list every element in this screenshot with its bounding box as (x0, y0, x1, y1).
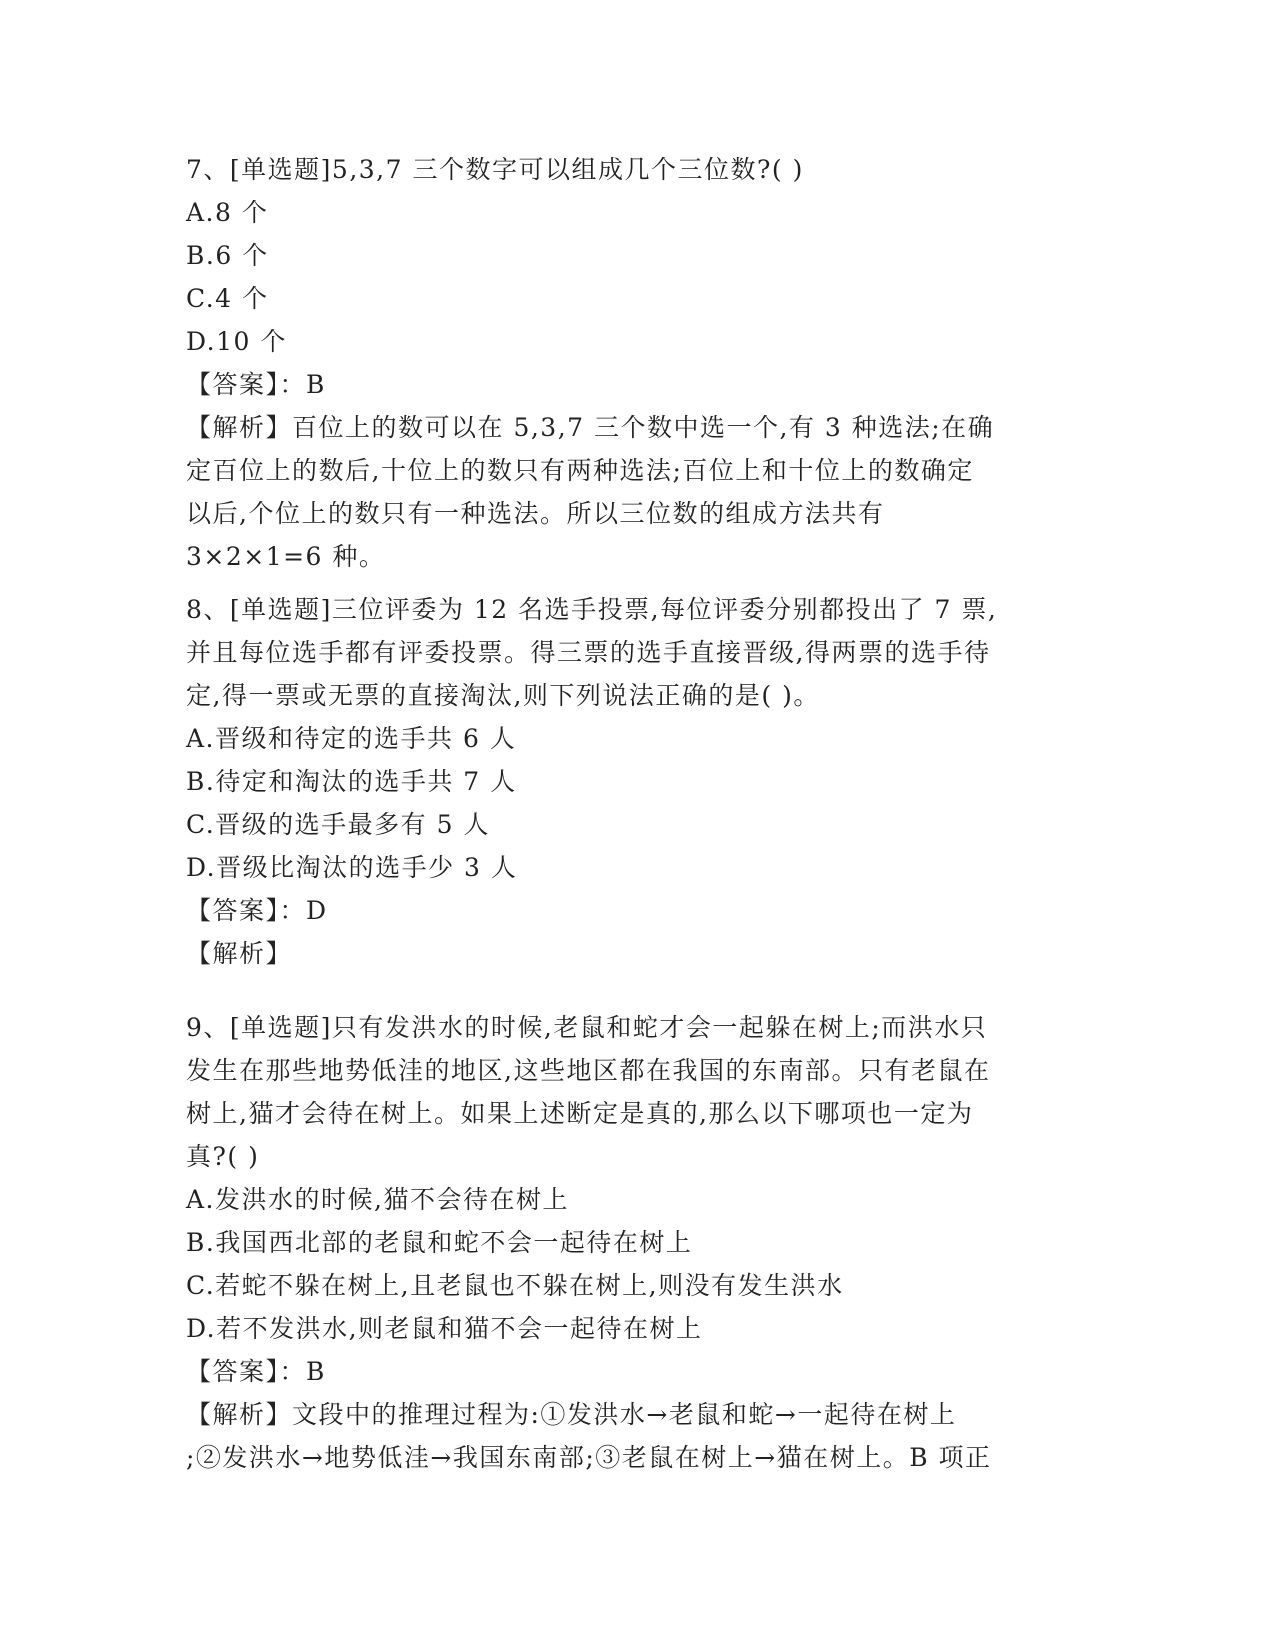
option-a: A.发洪水的时候,猫不会待在树上 (186, 1185, 569, 1214)
option-a: A.晋级和待定的选手共 6 人 (186, 724, 517, 753)
analysis-line: 【解析】百位上的数可以在 5,3,7 三个数中选一个,有 3 种选法;在确 (186, 413, 995, 442)
question-stem: 发生在那些地势低洼的地区,这些地区都在我国的东南部。只有老鼠在 (186, 1056, 991, 1085)
question-9 (186, 1006, 1086, 1479)
option-c: C.4 个 (186, 284, 269, 313)
question-8 (186, 588, 1086, 975)
option-b: B.6 个 (186, 241, 269, 270)
answer: 【答案】：B (186, 1357, 326, 1386)
question-stem: 7、[单选题]5,3,7 三个数字可以组成几个三位数?( ) (186, 155, 804, 184)
option-c: C.晋级的选手最多有 5 人 (186, 810, 490, 839)
option-b: B.待定和淘汰的选手共 7 人 (186, 767, 517, 796)
option-a: A.8 个 (186, 198, 269, 227)
option-b: B.我国西北部的老鼠和蛇不会一起待在树上 (186, 1228, 693, 1257)
question-stem: 并且每位选手都有评委投票。得三票的选手直接晋级,得两票的选手待 (186, 638, 991, 667)
analysis-line: 【解析】 (186, 939, 293, 968)
answer: 【答案】：D (186, 896, 328, 925)
question-stem: 8、[单选题]三位评委为 12 名选手投票,每位评委分别都投出了 7 票, (186, 595, 998, 624)
question-stem: 定,得一票或无票的直接淘汰,则下列说法正确的是( )。 (186, 681, 820, 710)
analysis-line: 【解析】文段中的推理过程为:①发洪水→老鼠和蛇→一起待在树上 (186, 1400, 957, 1429)
option-d: D.晋级比淘汰的选手少 3 人 (186, 853, 518, 882)
question-stem: 树上,猫才会待在树上。如果上述断定是真的,那么以下哪项也一定为 (186, 1099, 974, 1128)
option-d: D.10 个 (186, 327, 287, 356)
analysis-line: 以后,个位上的数只有一种选法。所以三位数的组成方法共有 (186, 499, 885, 528)
question-7 (186, 148, 1086, 578)
analysis-line: ;②发洪水→地势低洼→我国东南部;③老鼠在树上→猫在树上。B 项正 (186, 1443, 992, 1472)
answer: 【答案】：B (186, 370, 326, 399)
question-stem: 9、[单选题]只有发洪水的时候,老鼠和蛇才会一起躲在树上;而洪水只 (186, 1013, 988, 1042)
option-d: D.若不发洪水,则老鼠和猫不会一起待在树上 (186, 1314, 703, 1343)
analysis-line: 定百位上的数后,十位上的数只有两种选法;百位上和十位上的数确定 (186, 456, 974, 485)
question-stem: 真?( ) (186, 1142, 260, 1171)
analysis-line: 3×2×1=6 种。 (186, 542, 386, 571)
option-c: C.若蛇不躲在树上,且老鼠也不躲在树上,则没有发生洪水 (186, 1271, 844, 1300)
